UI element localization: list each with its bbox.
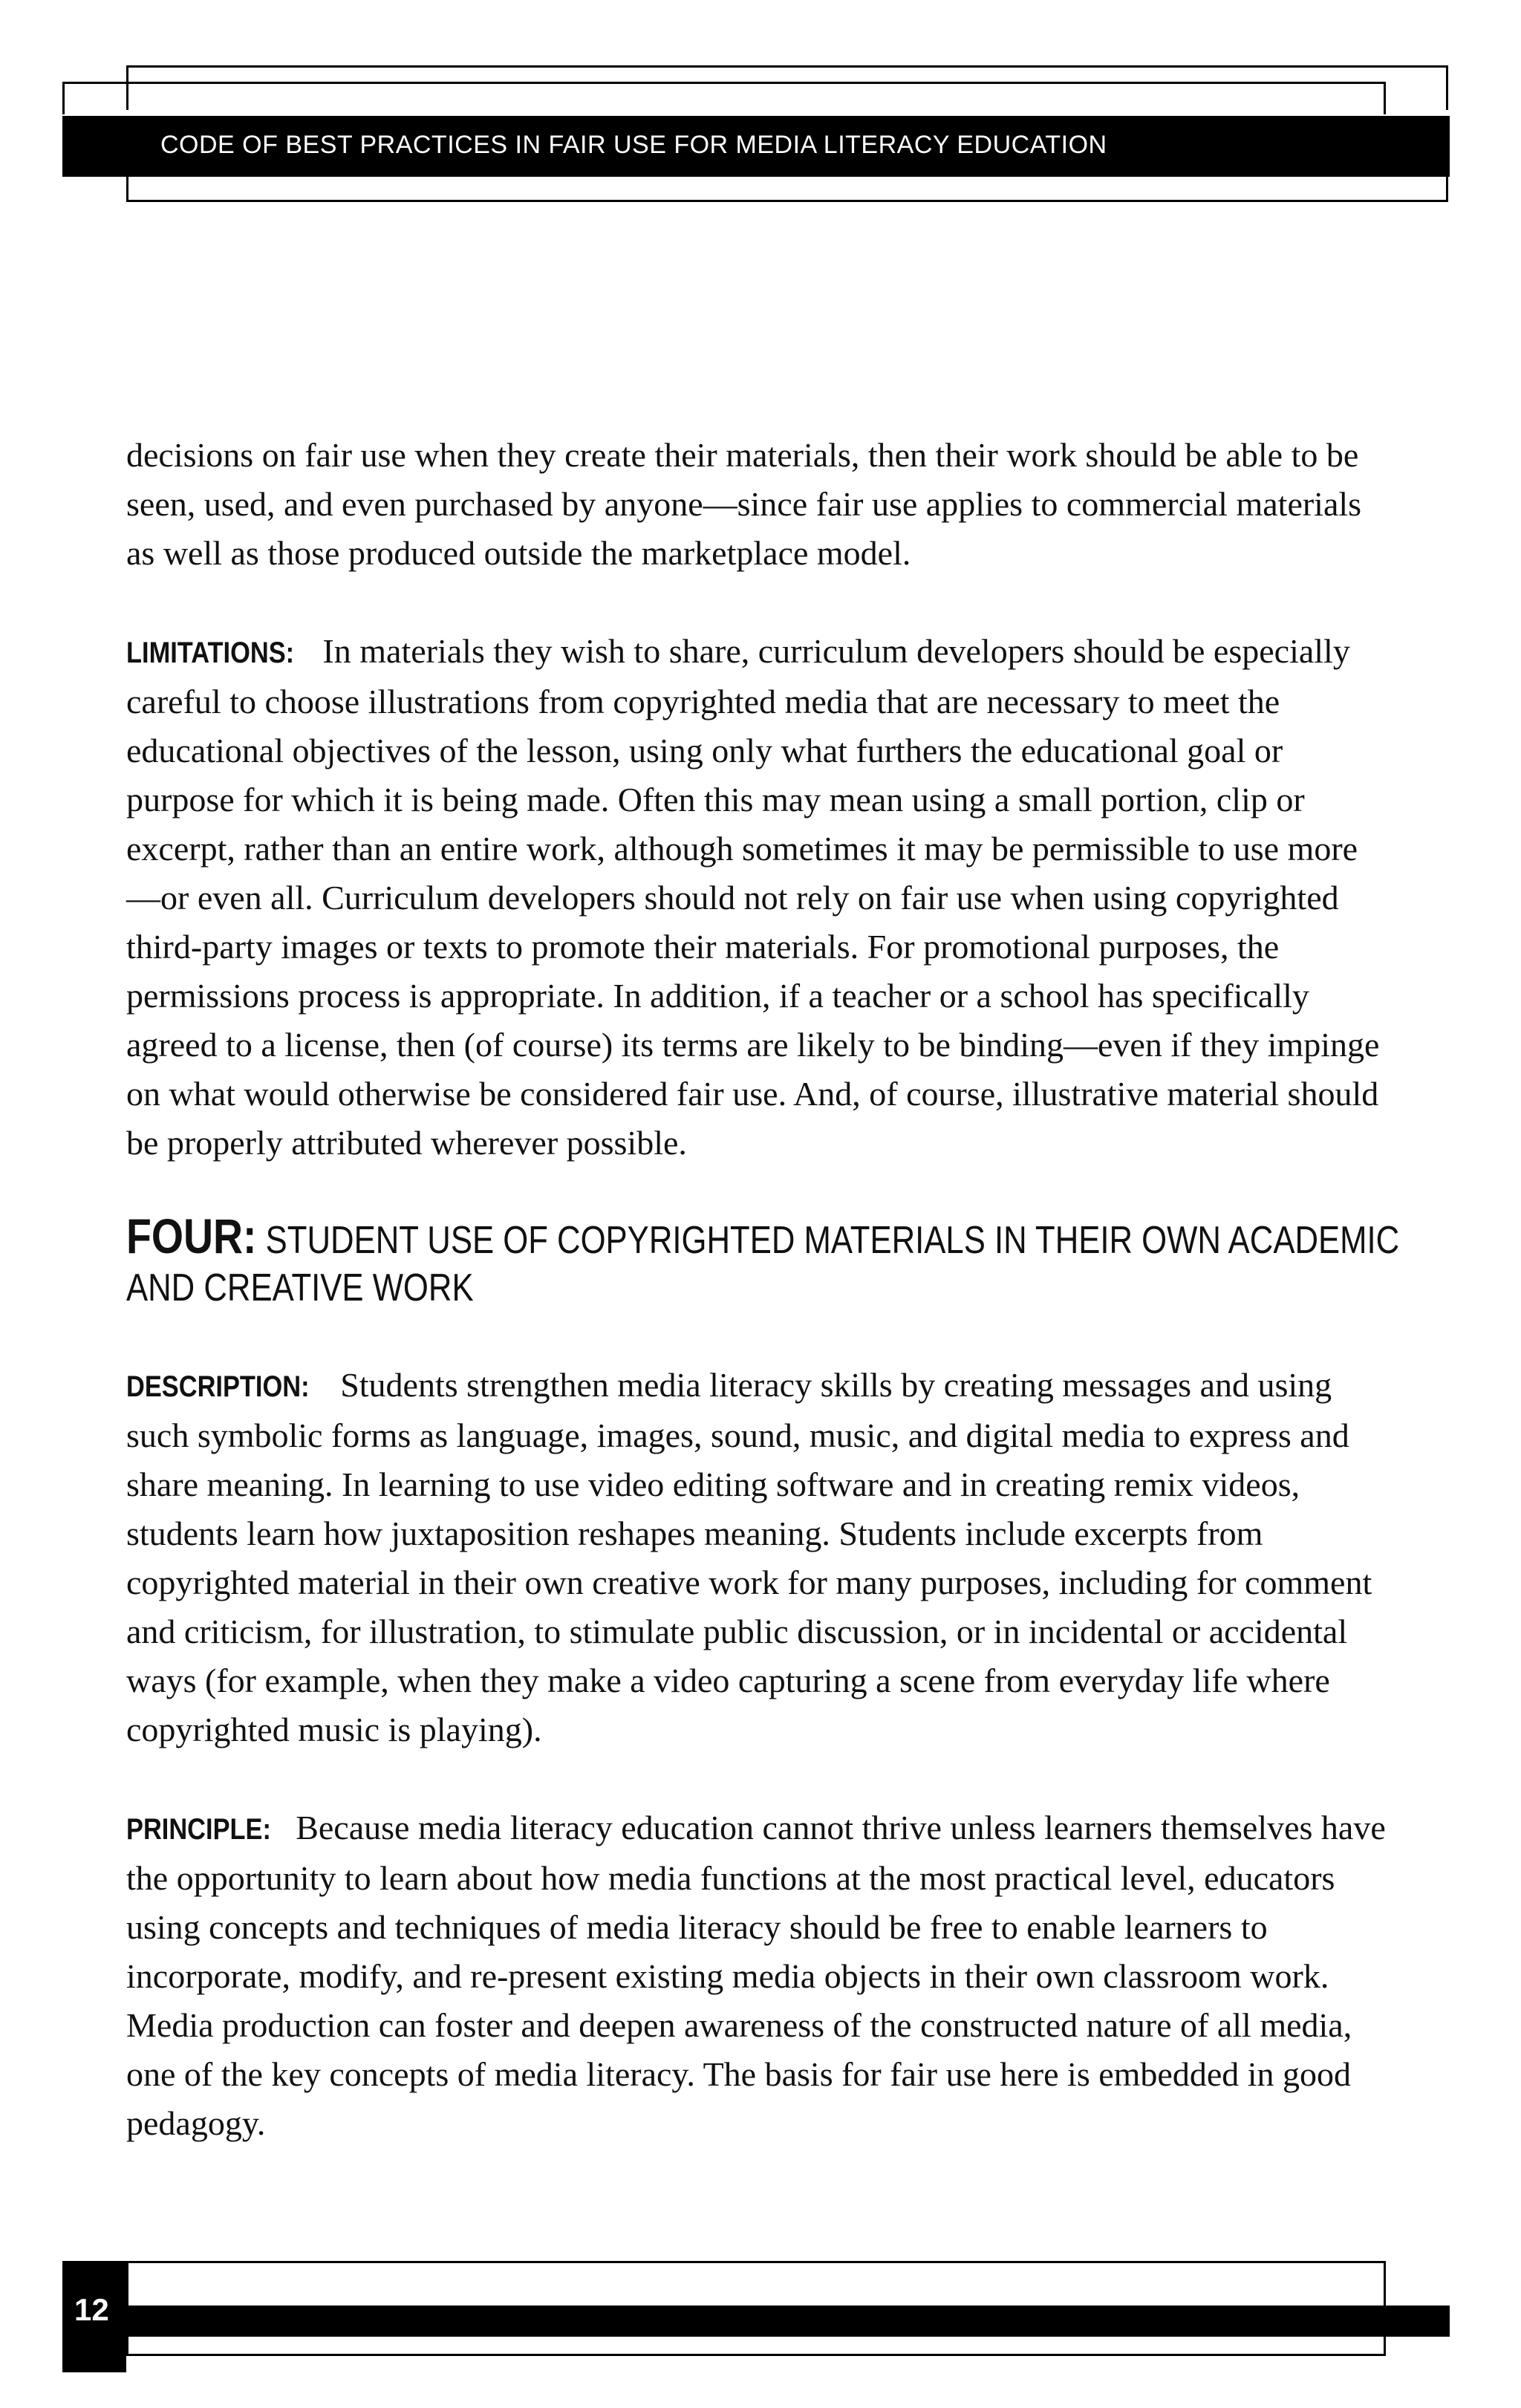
limitations-text: In materials they wish to share, curriculum developers should be especially careful to choose illustrations from copyrighted media that are necessary to meet the educational objectives of the lesson, using only what furthers the educational goal or purpose for which it is being made. Often this may mean using a small portion, clip or excerpt, rather than an entire work, although sometimes it may be permissible to use more—or even all. Curriculum developers should not rely on fair use when using copyrighted third-party images or texts to promote their materials. For promotional purposes, the permissions process is appropriate. In addition, if a teacher or a school has specifically agreed to a license, then (of course) its terms are likely to be binding—even if they impinge on what would otherwise be considered fair use. And, of course, illustrative material should be properly attributed wherever possible. (126, 632, 1380, 1162)
limitations-paragraph (126, 627, 1389, 1168)
running-title: CODE OF BEST PRACTICES IN FAIR USE FOR MEDIA LITERACY EDUCATION (160, 131, 1107, 159)
section-heading (126, 1208, 1405, 1312)
footer-frame-bottom (126, 2337, 1386, 2356)
principle-text: Because media literacy education cannot thrive unless learners themselves have the opportunity to learn about how media functions at the most practical level, educators using concepts and techniques of media literacy should be free to enable learners to incorporate, modify, and re-present existing media objects in their own classroom work. Media production can foster and deepen awareness of the constructed nature of all media, one of the key concepts of media literacy. The basis for fair use here is embedded in good pedagogy. (126, 1809, 1386, 2142)
page-body (126, 431, 1400, 2197)
section-title: STUDENT USE OF COPYRIGHTED MATERIALS IN THEIR OWN ACADEMIC AND CREATIVE WORK (126, 1219, 1400, 1309)
footer-frame-top (126, 2261, 1386, 2306)
principle-paragraph (126, 1803, 1389, 2148)
description-label: DESCRIPTION: (126, 1370, 310, 1403)
description-text: Students strengthen media literacy skills by creating messages and using such symbolic forms as language, images, sound, music, and digital media to express and share meaning. In learning to use video editing software and in creating remix videos, students learn how juxtaposition reshapes meaning. Students include excerpts from copyrighted material in their own creative work for many purposes, including for comment and criticism, for illustration, to stimulate public discussion, or in incidental or accidental ways (for example, when they make a video capturing a scene from everyday life where copyrighted music is playing). (126, 1366, 1372, 1748)
page-number: 12 (74, 2292, 109, 2327)
limitations-label: LIMITATIONS: (126, 637, 295, 669)
footer-bar (126, 2306, 1450, 2337)
continuation-paragraph: decisions on fair use when they create their materials, then their work should be able to be seen, used, and even purchased by anyone—since fair use applies to commercial materials as well as those produced outside the marketplace model. (126, 436, 1362, 572)
section-number: FOUR: (126, 1208, 257, 1263)
principle-label: PRINCIPLE: (126, 1813, 271, 1846)
header-frame-inner (62, 82, 1386, 114)
description-paragraph (126, 1361, 1389, 1754)
header-frame-bottom (126, 177, 1448, 202)
